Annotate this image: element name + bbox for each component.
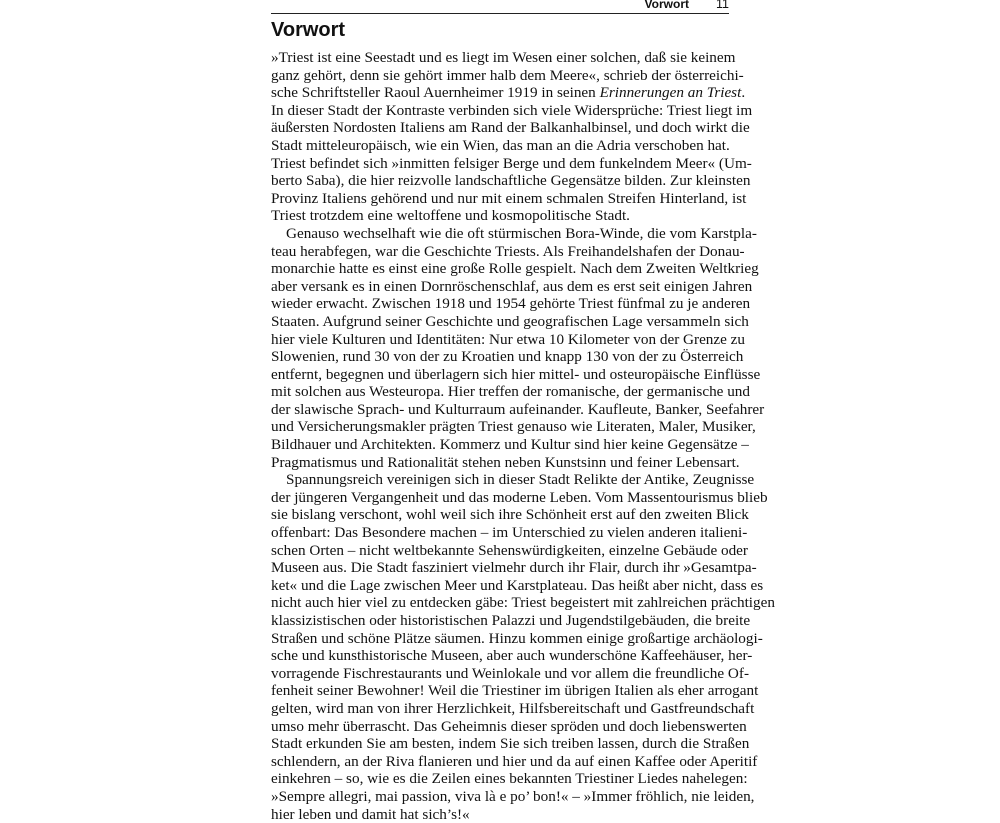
text-line: der slawische Sprach- und Kulturraum aufeinander. Kaufleute, Banker, Seefahrer xyxy=(271,400,765,418)
text-line: umso mehr überrascht. Das Geheimnis dieser spröden und doch liebenswerten xyxy=(271,717,747,735)
text-line: der jüngeren Vergangenheit und das moderne Leben. Vom Massentourismus blieb xyxy=(271,488,768,506)
text-line: fenheit seiner Bewohner! Weil die Triestiner im übrigen Italien als eher arrogant xyxy=(271,682,759,700)
text-line: hier leben und damit hat sich’s!« xyxy=(271,805,470,823)
paragraph-1 xyxy=(271,49,753,225)
text-line: sie bislang verschont, wohl weil sich ihre Schönheit erst auf den zweiten Blick xyxy=(271,506,749,524)
text-line: vorragende Fischrestaurants und Weinlokale und vor allem die freundliche Of- xyxy=(271,664,750,682)
body-text xyxy=(271,49,775,823)
text-line: Pragmatismus und Rationalität stehen neben Kunstsinn und feiner Lebensart. xyxy=(271,453,740,471)
text-line: Slowenien, rund 30 von der zu Kroatien und knapp 130 von der zu Österreich xyxy=(271,348,744,366)
text-line: In dieser Stadt der Kontraste verbinden sich viele Widersprüche: Triest liegt im xyxy=(271,101,753,119)
paragraph-3 xyxy=(271,471,775,823)
text-line: klassizistischen oder historistischen Palazzi und Jugendstilgebäuden, die breite xyxy=(271,612,751,629)
text-line: Spannungsreich vereinigen sich in dieser Stadt Relikte der Antike, Zeugnisse xyxy=(286,471,755,489)
text-line: Provinz Italiens gehörend und nur mit einem schmalen Streifen Hinterland, ist xyxy=(271,189,747,207)
text-line: monarchie hatte es einst eine große Rolle gespielt. Nach dem Zweiten Weltkrieg xyxy=(271,260,759,278)
text-line: hier viele Kulturen und Identitäten: Nur etwa 10 Kilometer von der Grenze zu xyxy=(271,330,746,348)
text-line: schlendern, an der Riva flanieren und hier und da auf einen Kaffee oder Aperitif xyxy=(271,752,758,770)
text-line: berto Saba), die hier reizvolle landschaftliche Gegensätze bilden. Zur kleinsten xyxy=(271,172,751,190)
text-line: aber versank es in einen Dornröschenschlaf, aus dem es erst seit einigen Jahren xyxy=(271,277,753,295)
text-line: Staaten. Aufgrund seiner Geschichte und geografischen Lage versammeln sich xyxy=(271,312,749,330)
text-line: entfernt, begegnen und überlagern sich hier mittel- und osteuropäische Einflüsse xyxy=(271,365,761,383)
text-line: Stadt erkunden Sie am besten, indem Sie sich treiben lassen, durch die Straßen xyxy=(271,735,750,753)
text-line xyxy=(271,84,746,102)
text-line: sche und kunsthistorische Museen, aber auch wunderschöne Kaffeehäuser, her- xyxy=(271,647,753,665)
text-line-start: sche Schriftsteller Raoul Auernheimer 1919 in seinen xyxy=(271,84,600,102)
text-line: Triest trotzdem eine weltoffene und kosmopolitische Stadt. xyxy=(271,207,630,225)
text-line: mit solchen aus Westeuropa. Hier treffen der romanische, der germanische und xyxy=(271,383,750,401)
text-line: ket« und die Lage zwischen Meer und Karstplateau. Das heißt aber nicht, dass es xyxy=(271,576,764,594)
text-line: »Triest ist eine Seestadt und es liegt im Wesen einer solchen, daß sie keinem xyxy=(271,49,736,66)
text-line: Stadt mitteleuropäisch, wie ein Wien, das man an die Adria verschoben hat. xyxy=(271,136,730,154)
running-head xyxy=(271,0,729,14)
chapter-title: Vorwort xyxy=(271,19,346,41)
text-line: Straßen und schöne Plätze säumen. Hinzu kommen einige großartige archäologi- xyxy=(271,629,763,647)
text-line: Triest befindet sich »inmitten felsiger Berge und dem funkelndem Meer« (Um- xyxy=(271,154,752,172)
text-line: und Versicherungsmakler prägten Triest genauso wie Literaten, Maler, Musiker, xyxy=(271,418,756,436)
text-line: gelten, wird man von ihrer Herzlichkeit, Hilfsbereitschaft und Gastfreundschaft xyxy=(271,699,755,717)
text-line: äußersten Nordosten Italiens am Rand der Balkanhalbinsel, und doch wirkt die xyxy=(271,119,750,137)
text-line: schen Orten – nicht weltbekannte Sehenswürdigkeiten, einzelne Gebäude oder xyxy=(271,541,748,559)
text-line: offenbart: Das Besondere machen – im Unterschied zu vielen anderen italieni- xyxy=(271,524,748,542)
text-line: nicht auch hier viel zu entdecken gäbe: Triest begeistert mit zahlreichen prächtigen xyxy=(271,594,775,612)
page-number: 11 xyxy=(716,0,729,11)
text-line: Genauso wechselhaft wie die oft stürmischen Bora-Winde, die vom Karstpla- xyxy=(286,224,757,242)
text-line: teau herabfegen, war die Geschichte Triests. Als Freihandelshafen der Donau- xyxy=(271,242,745,260)
book-title-italic: Erinnerungen an Triest xyxy=(599,84,742,102)
text-line: ganz gehört, denn sie gehört immer halb dem Meere«, schrieb der österreichi- xyxy=(271,66,744,84)
text-line-end: . xyxy=(741,84,746,102)
text-line: Museen aus. Die Stadt fasziniert vielmehr durch ihr Flair, durch ihr »Gesamtpa- xyxy=(271,559,757,577)
text-line: wieder erwacht. Zwischen 1918 und 1954 gehörte Triest fünfmal zu je anderen xyxy=(271,295,751,313)
running-head-title: Vorwort xyxy=(644,0,689,11)
text-line: Bildhauer und Architekten. Kommerz und Kultur sind hier keine Gegensätze – xyxy=(271,436,749,454)
text-line: einkehren – so, wie es die Zeilen eines bekannten Triestiner Liedes nahelegen: xyxy=(271,770,748,788)
paragraph-2 xyxy=(271,224,765,471)
text-line: »Sempre allegri, mai passion, viva là e po’ bon!« – »Immer fröhlich, nie leiden, xyxy=(271,787,755,805)
